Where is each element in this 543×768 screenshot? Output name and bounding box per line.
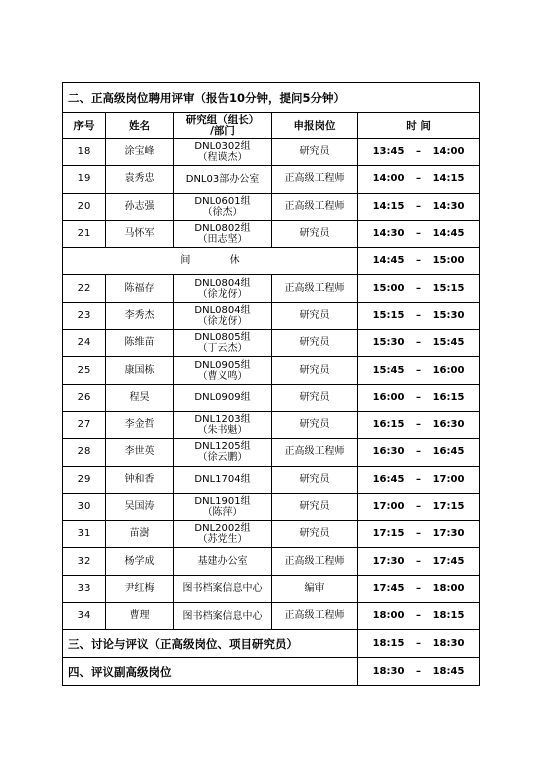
row-group-name: DNL1901组	[194, 496, 251, 507]
table-row	[63, 521, 480, 548]
time-start: 14:15	[372, 200, 405, 212]
time-dash: –	[416, 665, 422, 677]
time-end: 16:15	[432, 391, 465, 403]
row-time	[358, 166, 480, 193]
time-start: 15:00	[372, 282, 405, 294]
section-three-row	[63, 630, 480, 658]
row-group-leader: （丁云杰）	[197, 343, 248, 355]
row-group-name: 图书档案信息中心	[182, 610, 263, 622]
row-group	[174, 139, 272, 166]
header-row	[63, 113, 480, 139]
time-start: 16:30	[372, 446, 405, 458]
row-group-leader: （徐杰）	[202, 206, 243, 218]
row-group-name: DNL0802组	[194, 223, 251, 235]
row-seq: 22	[63, 275, 106, 302]
row-time	[358, 521, 480, 548]
table-row	[63, 493, 480, 520]
time-start: 17:00	[372, 501, 405, 512]
row-group	[174, 411, 272, 438]
table-row	[63, 275, 480, 302]
time-end: 14:00	[432, 146, 465, 158]
row-position: 编审	[272, 575, 358, 602]
time-start: 15:45	[372, 364, 405, 376]
time-end: 15:45	[432, 337, 465, 349]
row-group-leader: （徐龙伢）	[197, 315, 248, 327]
header-seq: 序号	[63, 113, 106, 139]
row-group-name: DNL0905组	[194, 359, 251, 371]
time-dash: –	[416, 337, 422, 349]
time-end: 16:45	[432, 446, 465, 458]
table-row	[63, 439, 480, 466]
table-row	[63, 466, 480, 493]
row-name: 李秀杰	[106, 302, 174, 329]
time-start: 17:30	[372, 555, 405, 567]
time-dash: –	[416, 501, 422, 512]
table-row	[63, 220, 480, 247]
row-group	[174, 193, 272, 220]
section-three-time	[358, 630, 480, 658]
row-group-leader: （徐龙伢）	[197, 288, 248, 300]
time-end: 15:30	[432, 309, 465, 321]
row-group-name: DNL1205组	[194, 441, 251, 453]
row-seq: 20	[63, 193, 106, 220]
table-row	[63, 302, 480, 329]
row-position: 研究员	[272, 521, 358, 548]
row-position: 研究员	[272, 357, 358, 384]
row-seq: 24	[63, 330, 106, 357]
row-name: 李金哲	[106, 411, 174, 438]
header-name: 姓名	[106, 113, 174, 139]
time-dash: –	[416, 582, 422, 594]
row-group	[174, 575, 272, 602]
row-group	[174, 330, 272, 357]
row-name: 李世英	[106, 439, 174, 466]
break-row	[63, 248, 480, 275]
section-two-row	[63, 83, 480, 113]
row-position: 研究员	[272, 411, 358, 438]
row-seq: 19	[63, 166, 106, 193]
row-group-leader: （苏党生）	[197, 534, 248, 546]
row-group-name: DNL2002组	[194, 523, 251, 535]
row-position: 正高级工程师	[272, 603, 358, 630]
time-end: 14:15	[432, 173, 465, 185]
time-end: 18:00	[432, 582, 465, 594]
row-time	[358, 575, 480, 602]
row-position: 正高级工程师	[272, 439, 358, 466]
row-group	[174, 466, 272, 493]
row-group	[174, 275, 272, 302]
time-dash: –	[416, 200, 422, 212]
row-group-name: DNL0804组	[194, 304, 251, 316]
row-name: 杨学成	[106, 548, 174, 575]
row-seq: 28	[63, 439, 106, 466]
time-start: 13:45	[372, 146, 405, 158]
row-seq: 29	[63, 466, 106, 493]
time-dash: –	[416, 446, 422, 458]
row-group	[174, 302, 272, 329]
row-group-leader: （陈萍）	[202, 507, 243, 518]
time-dash: –	[416, 146, 422, 158]
time-start: 18:15	[372, 637, 405, 649]
time-end: 17:45	[432, 555, 465, 567]
row-name: 涂宝峰	[106, 139, 174, 166]
time-start: 17:45	[372, 582, 405, 594]
time-start: 16:00	[372, 391, 405, 403]
time-dash: –	[416, 528, 422, 540]
row-seq: 23	[63, 302, 106, 329]
row-name: 袁秀忠	[106, 166, 174, 193]
row-group-name: DNL0804组	[194, 277, 251, 289]
row-seq: 25	[63, 357, 106, 384]
time-end: 15:00	[432, 255, 465, 267]
header-position: 申报岗位	[272, 113, 358, 139]
row-position: 研究员	[272, 220, 358, 247]
row-time	[358, 193, 480, 220]
time-start: 14:45	[372, 255, 405, 267]
time-start: 14:00	[372, 173, 405, 185]
row-name: 陈维苗	[106, 330, 174, 357]
section-two-title: 二、正高级岗位聘用评审（报告10分钟，提问5分钟）	[63, 83, 480, 113]
row-group-name: DNL1704组	[194, 474, 251, 486]
time-end: 15:15	[432, 282, 465, 294]
row-name: 曹理	[106, 603, 174, 630]
time-dash: –	[416, 255, 422, 267]
row-group	[174, 439, 272, 466]
row-time	[358, 302, 480, 329]
row-group-name: DNL03部办公室	[185, 173, 260, 185]
time-dash: –	[416, 391, 422, 403]
section-four-time	[358, 658, 480, 686]
table-row	[63, 166, 480, 193]
row-time	[358, 275, 480, 302]
row-name: 马怀军	[106, 220, 174, 247]
section-four-row	[63, 658, 480, 686]
row-name: 尹红梅	[106, 575, 174, 602]
row-seq: 27	[63, 411, 106, 438]
row-group-leader: （田志坚）	[197, 234, 248, 246]
time-dash: –	[416, 419, 422, 431]
row-time	[358, 330, 480, 357]
table-row	[63, 193, 480, 220]
time-end: 18:45	[432, 665, 465, 677]
table-row	[63, 357, 480, 384]
time-dash: –	[416, 282, 422, 294]
time-start: 16:45	[372, 473, 405, 485]
row-group-leader: （程谟杰）	[197, 152, 248, 164]
time-end: 16:00	[432, 364, 465, 376]
time-end: 18:15	[432, 610, 465, 622]
row-group	[174, 220, 272, 247]
row-group	[174, 357, 272, 384]
row-position: 正高级工程师	[272, 166, 358, 193]
row-time	[358, 384, 480, 411]
row-group	[174, 493, 272, 520]
row-time	[358, 220, 480, 247]
row-group-name: DNL0601组	[194, 195, 251, 207]
time-dash: –	[416, 610, 422, 622]
time-start: 14:30	[372, 228, 405, 240]
time-start: 16:15	[372, 419, 405, 431]
row-seq: 31	[63, 521, 106, 548]
row-name: 吴国涛	[106, 493, 174, 520]
break-time	[358, 248, 480, 275]
row-name: 孙志强	[106, 193, 174, 220]
time-end: 17:00	[432, 473, 465, 485]
table-row	[63, 548, 480, 575]
row-group	[174, 548, 272, 575]
header-time: 时 间	[358, 113, 480, 139]
row-group-name: DNL0302组	[194, 141, 251, 153]
row-seq: 33	[63, 575, 106, 602]
row-position: 正高级工程师	[272, 275, 358, 302]
table-row	[63, 384, 480, 411]
row-group	[174, 603, 272, 630]
table-row	[63, 575, 480, 602]
row-name: 苗澍	[106, 521, 174, 548]
row-name: 程昊	[106, 384, 174, 411]
row-position: 研究员	[272, 384, 358, 411]
time-dash: –	[416, 637, 422, 649]
time-dash: –	[416, 364, 422, 376]
row-position: 正高级工程师	[272, 193, 358, 220]
row-time	[358, 357, 480, 384]
row-position: 研究员	[272, 493, 358, 520]
table-row	[63, 330, 480, 357]
row-group-name: DNL0805组	[194, 332, 251, 344]
time-start: 17:15	[372, 528, 405, 540]
break-label: 间 休	[63, 248, 358, 275]
row-group	[174, 166, 272, 193]
row-seq: 32	[63, 548, 106, 575]
time-end: 14:45	[432, 228, 465, 240]
time-end: 18:30	[432, 637, 465, 649]
row-group	[174, 384, 272, 411]
row-seq: 34	[63, 603, 106, 630]
row-seq: 30	[63, 493, 106, 520]
time-dash: –	[416, 173, 422, 185]
header-group	[174, 113, 272, 139]
row-group-name: DNL1203组	[194, 414, 251, 426]
section-four-title: 四、评议副高级岗位	[63, 658, 358, 686]
row-time	[358, 493, 480, 520]
row-group	[174, 521, 272, 548]
row-name: 钟和香	[106, 466, 174, 493]
row-group-name: DNL0909组	[194, 392, 251, 404]
row-seq: 18	[63, 139, 106, 166]
row-group-leader: （朱书魁）	[197, 425, 248, 437]
time-dash: –	[416, 309, 422, 321]
section-three-title: 三、讨论与评议（正高级岗位、项目研究员）	[63, 630, 358, 658]
time-start: 18:30	[372, 665, 405, 677]
row-position: 正高级工程师	[272, 548, 358, 575]
time-end: 17:30	[432, 528, 465, 540]
row-group-name: 基建办公室	[197, 556, 248, 568]
row-position: 研究员	[272, 466, 358, 493]
row-seq: 26	[63, 384, 106, 411]
table-row	[63, 139, 480, 166]
row-time	[358, 548, 480, 575]
time-start: 18:00	[372, 610, 405, 622]
row-time	[358, 466, 480, 493]
time-dash: –	[416, 555, 422, 567]
header-group-line2: /部门	[210, 124, 235, 137]
table-row	[63, 603, 480, 630]
row-time	[358, 139, 480, 166]
row-position: 研究员	[272, 330, 358, 357]
time-end: 14:30	[432, 200, 465, 212]
time-dash: –	[416, 228, 422, 240]
row-time	[358, 411, 480, 438]
row-name: 陈福存	[106, 275, 174, 302]
row-group-leader: （徐云鹏）	[197, 452, 248, 464]
row-seq: 21	[63, 220, 106, 247]
row-position: 研究员	[272, 139, 358, 166]
time-dash: –	[416, 473, 422, 485]
header-group-line1: 研究组（组长）	[185, 113, 260, 126]
schedule-table	[62, 82, 480, 686]
time-start: 15:15	[372, 309, 405, 321]
row-name: 康国栋	[106, 357, 174, 384]
row-group-name: 图书档案信息中心	[182, 583, 263, 595]
row-group-leader: （曹义鸣）	[197, 370, 248, 382]
table-row	[63, 411, 480, 438]
row-time	[358, 603, 480, 630]
time-end: 16:30	[432, 419, 465, 431]
time-end: 17:15	[432, 501, 465, 512]
row-position: 研究员	[272, 302, 358, 329]
row-time	[358, 439, 480, 466]
time-start: 15:30	[372, 337, 405, 349]
